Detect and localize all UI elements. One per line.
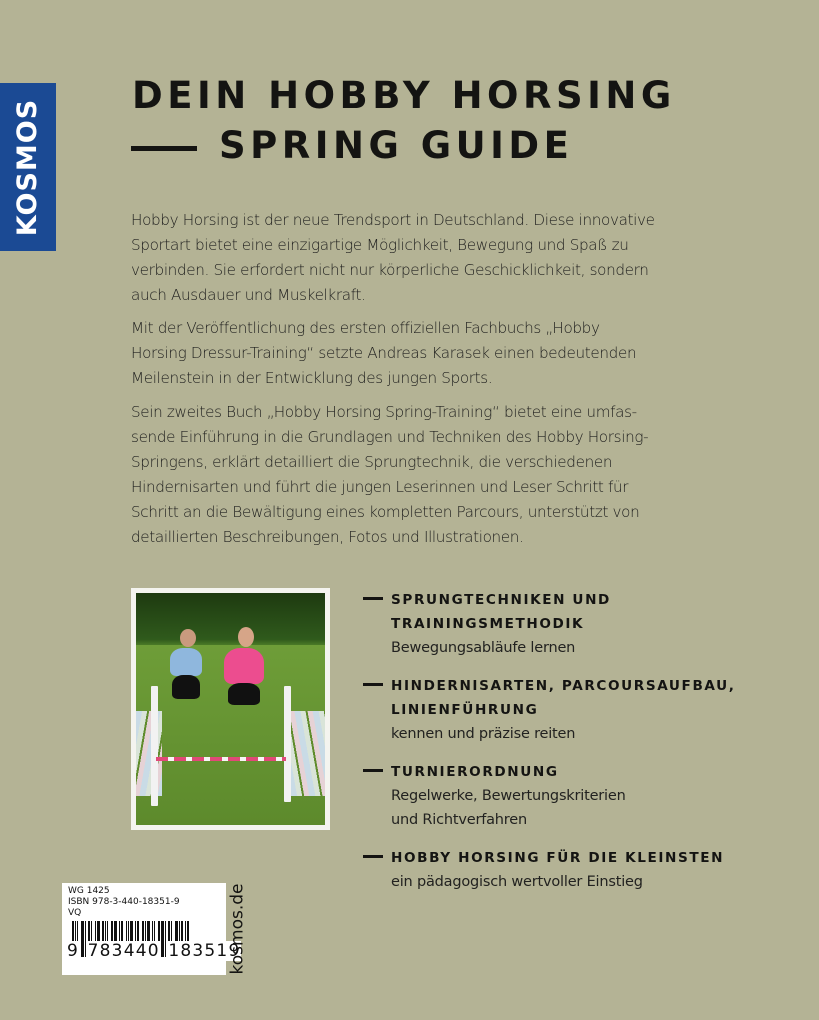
barcode-digit-group: 183519 [168,941,241,961]
girl-blue-shirt [170,648,202,676]
feature-item [363,674,783,746]
barcode-digits [66,941,241,961]
feature-item [363,588,783,660]
text-line: sende Einführung in die Grundlagen und Techniken des Hobby Horsing- [131,428,649,446]
publisher-logo: KOSMOS [12,98,44,236]
feature-heading: LINIENFÜHRUNG [391,702,539,718]
barcode-digit-group: 783440 [87,941,160,961]
text-line: auch Ausdauer und Muskelkraft. [131,286,366,304]
feature-subtitle: kennen und präzise reiten [391,726,576,742]
girl-pink-head [238,627,254,647]
feature-subtitle: und Richtverfahren [391,812,527,828]
feature-item [363,760,783,832]
wing-fan-right [291,711,325,796]
dash-bullet-icon [363,769,383,772]
feature-subtitle: Regelwerke, Bewertungskriterien [391,788,626,804]
photo-frame [131,588,330,830]
text-line: verbinden. Sie erfordert nicht nur körperliche Geschicklichkeit, sondern [131,261,649,279]
isbn-number: ISBN 978-3-440-18351-9 [68,897,180,907]
hurdle-bar [156,757,286,761]
title-line-2: SPRING GUIDE [219,124,574,167]
girl-pink-shorts [228,683,260,705]
title-line-1: DEIN HOBBY HORSING [132,74,676,117]
girl-pink-shirt [224,648,264,684]
feature-list [363,588,783,908]
feature-heading: HINDERNISARTEN, PARCOURSAUFBAU, [391,678,736,694]
description-paragraph-1 [131,208,721,308]
publisher-logo-band [0,83,56,251]
girl-blue-shorts [172,675,200,699]
text-line: detaillierten Beschreibungen, Fotos und Illustrationen. [131,528,524,546]
barcode-digit-group: 9 [67,941,80,961]
feature-heading: HOBBY HORSING FÜR DIE KLEINSTEN [391,850,725,866]
description-paragraph-3 [131,400,721,550]
feature-subtitle: ein pädagogisch wertvoller Einstieg [391,874,643,890]
text-line: Meilenstein in der Entwicklung des jungen Sports. [131,369,493,387]
feature-subtitle: Bewegungsabläufe lernen [391,640,576,656]
text-line: Horsing Dressur-Training“ setzte Andreas Karasek einen bedeutenden [131,344,637,362]
dash-bullet-icon [363,855,383,858]
feature-heading: TRAININGSMETHODIK [391,616,585,632]
text-line: Springens, erklärt detailliert die Sprungtechnik, die verschiedenen [131,453,613,471]
dash-bullet-icon [363,683,383,686]
title-dash [131,146,197,151]
hobby-horse-jump-photo [136,593,325,825]
hurdle-post-left [151,686,158,806]
text-line: Mit der Veröffentlichung des ersten offiziellen Fachbuchs „Hobby [131,319,600,337]
vq-code: VQ [68,908,82,918]
text-line: Schritt an die Bewältigung eines kompletten Parcours, unterstützt von [131,503,640,521]
girl-blue-head [180,629,196,647]
description-paragraph-2 [131,316,721,391]
feature-heading: SPRUNGTECHNIKEN UND [391,592,611,608]
wg-code: WG 1425 [68,886,110,896]
text-line: Hobby Horsing ist der neue Trendsport in Deutschland. Diese innovative [131,211,655,229]
feature-item [363,846,783,894]
dash-bullet-icon [363,597,383,600]
text-line: Sein zweites Buch „Hobby Horsing Spring-Training“ bietet eine umfas- [131,403,637,421]
wing-fan-left [136,711,162,796]
website-label [226,883,248,975]
text-line: Hindernisarten und führt die jungen Leserinnen und Leser Schritt für [131,478,629,496]
feature-heading: TURNIERORDNUNG [391,764,559,780]
website-url: kosmos.de [227,883,247,975]
text-line: Sportart bietet eine einzigartige Möglichkeit, Bewegung und Spaß zu [131,236,629,254]
hurdle-post-right [284,686,291,802]
